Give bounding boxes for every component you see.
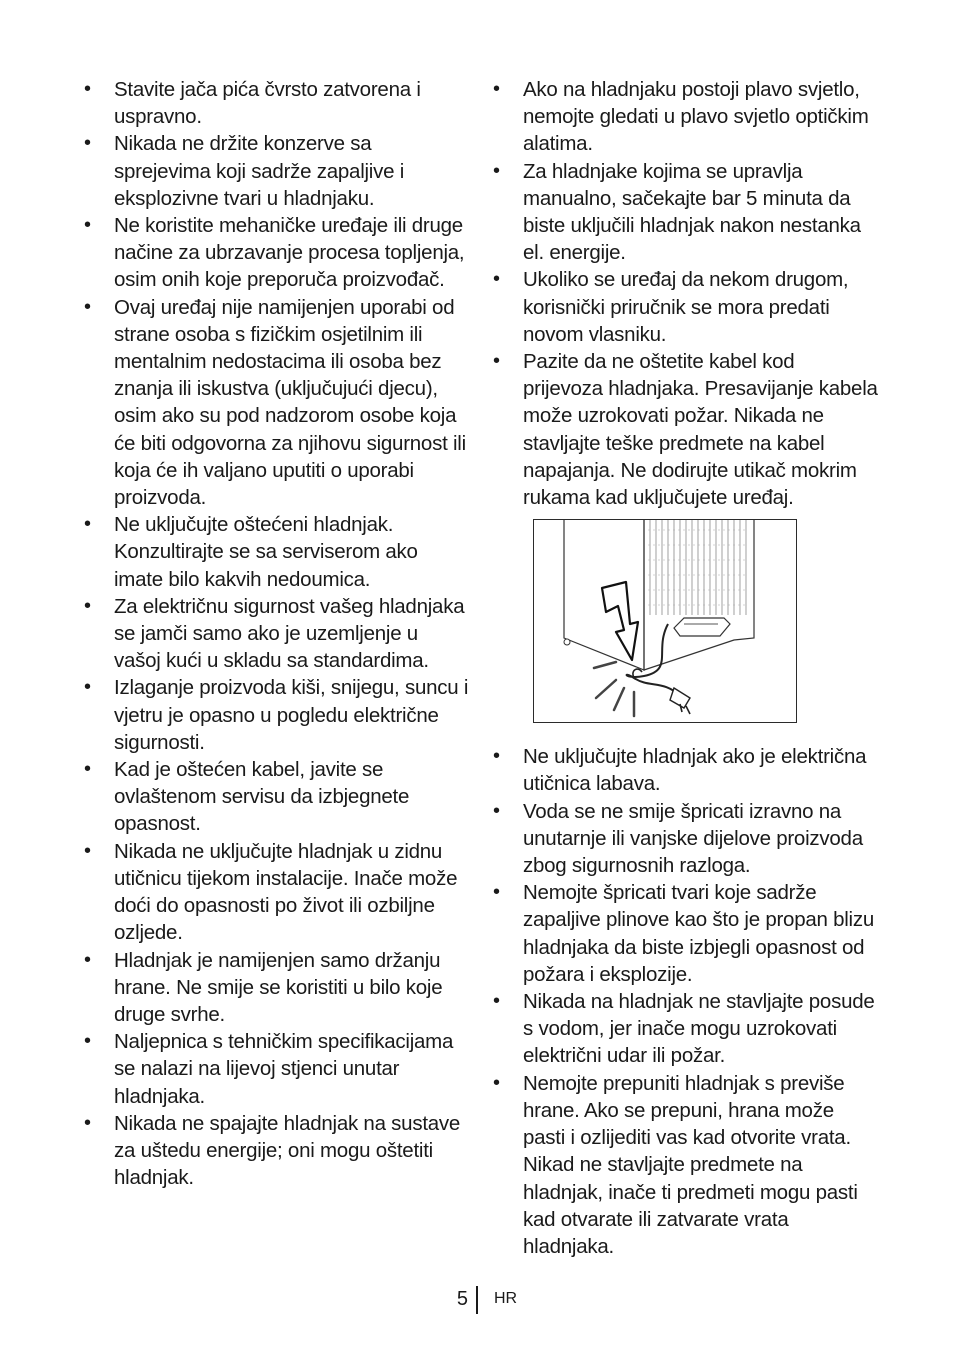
list-item-text: Nikada ne uključujte hladnjak u zidnu utičnicu tijekom instalacije. Inače može doći do opasnosti po život ili ozbiljne ozljede. bbox=[114, 839, 458, 945]
list-item-text: Za hladnjake kojima se upravlja manualno, sačekajte bar 5 minuta da biste uključili hladnjak nakon nestanka el. energije. bbox=[523, 159, 861, 265]
bullet: • bbox=[493, 159, 500, 182]
safety-list-right-top bbox=[493, 76, 878, 511]
list-item-text: Stavite jača pića čvrsto zatvorena i uspravno. bbox=[114, 78, 421, 129]
safety-list-left bbox=[84, 76, 469, 1191]
list-item bbox=[84, 511, 469, 593]
bullet: • bbox=[493, 881, 500, 904]
list-item bbox=[493, 988, 878, 1070]
bullet: • bbox=[84, 948, 91, 971]
list-item bbox=[493, 348, 878, 511]
left-column bbox=[84, 76, 469, 1191]
list-item-text: Izlaganje proizvoda kiši, snijegu, suncu i vjetru je opasno u pogledu električne sigurnosti. bbox=[114, 676, 469, 754]
list-item-text: Nemojte špricati tvari koje sadrže zapaljive plinove kao što je propan blizu hladnjaka da biste izbjegli opasnost od požara i eksplozije. bbox=[523, 881, 875, 986]
bullet: • bbox=[84, 1111, 91, 1134]
list-item-text: Ne uključujte hladnjak ako je električna utičnica labava. bbox=[523, 745, 867, 796]
list-item-text: Nikada ne držite konzerve sa sprejevima koji sadrže zapaljive i eksplozivne tvari u hladnjaku. bbox=[114, 132, 405, 210]
list-item bbox=[84, 1110, 469, 1192]
bullet: • bbox=[493, 1071, 500, 1094]
list-item-text: Ovaj uređaj nije namijenjen uporabi od strane osoba s fizičkim osjetilnim ili mentalnim nedostacima ili osoba bez znanja ili iskustva (uključujući djecu), osim ako su pod nadzorom osobe koja će biti odgovorna za njihovu sigurnost ili koja će ih valjano uputiti o uporabi proizvoda. bbox=[114, 295, 466, 510]
list-item-text: Nikada ne spajajte hladnjak na sustave za uštedu energije; oni mogu oštetiti hladnjak. bbox=[114, 1111, 461, 1190]
bullet: • bbox=[84, 758, 91, 781]
bullet: • bbox=[493, 350, 500, 373]
bullet: • bbox=[493, 990, 500, 1013]
page-number: 5 bbox=[456, 1288, 468, 1310]
list-item bbox=[84, 947, 469, 1029]
bullet: • bbox=[84, 676, 91, 699]
list-item-text: Kad je oštećen kabel, javite se ovlaštenom servisu da izbjegnete opasnost. bbox=[114, 758, 410, 836]
page-footer bbox=[0, 1286, 954, 1316]
list-item bbox=[493, 743, 878, 797]
list-item-text: Naljepnica s tehničkim specifikacijama se nalazi na lijevoj stjenci unutar hladnjaka. bbox=[114, 1030, 454, 1108]
list-item bbox=[84, 838, 469, 947]
bullet: • bbox=[493, 78, 500, 100]
list-item bbox=[493, 266, 878, 348]
list-item bbox=[84, 756, 469, 838]
list-item-text: Ne koristite mehaničke uređaje ili druge načine za ubrzavanje procesa topljenja, osim onih koje preporuča proizvođač. bbox=[114, 214, 465, 292]
list-item bbox=[84, 294, 469, 512]
footer-divider bbox=[476, 1286, 478, 1314]
bullet: • bbox=[84, 295, 91, 318]
bullet: • bbox=[84, 132, 91, 155]
list-item bbox=[493, 1070, 878, 1260]
list-item bbox=[84, 76, 469, 130]
list-item-text: Pazite da ne oštetite kabel kod prijevoza hladnjaka. Presavijanje kabela može uzrokovati požar. Nikada ne stavljajte teške predmete na kabel napajanja. Ne dodirujte utikač mokrim rukama kad uključujete uređaj. bbox=[523, 350, 878, 510]
list-item-text: Hladnjak je namijenjen samo držanju hrane. Ne smije se koristiti u bilo koje druge svrhe. bbox=[114, 948, 443, 1026]
list-item-text: Ukoliko se uređaj da nekom drugom, korisnički priručnik se mora predati novom vlasniku. bbox=[523, 268, 849, 346]
safety-list-right-bottom bbox=[493, 743, 878, 1260]
list-item bbox=[493, 879, 878, 988]
list-item bbox=[84, 130, 469, 212]
list-item-text: Ne uključujte oštećeni hladnjak. Konzultirajte se sa serviserom ako imate bilo kakvih nedoumica. bbox=[114, 513, 418, 591]
bullet: • bbox=[84, 78, 91, 100]
list-item bbox=[493, 76, 878, 158]
list-item-text: Za električnu sigurnost vašeg hladnjaka se jamči samo ako je uzemljenje u vašoj kući u skladu sa standardima. bbox=[114, 594, 465, 673]
list-item-text: Voda se ne smije špricati izravno na unutarnje ili vanjske dijelove proizvoda zbog sigurnosnih razloga. bbox=[523, 799, 863, 878]
right-column bbox=[493, 76, 878, 1260]
bullet: • bbox=[84, 594, 91, 617]
bullet: • bbox=[493, 268, 500, 291]
list-item bbox=[84, 1028, 469, 1110]
bullet: • bbox=[493, 799, 500, 822]
bullet: • bbox=[493, 745, 500, 768]
list-item-text: Ako na hladnjaku postoji plavo svjetlo, nemojte gledati u plavo svjetlo optičkim alatima. bbox=[523, 78, 869, 156]
list-item bbox=[493, 158, 878, 267]
list-item bbox=[84, 212, 469, 294]
list-item bbox=[84, 593, 469, 675]
list-item bbox=[84, 674, 469, 756]
list-item-text: Nemojte prepuniti hladnjak s previše hrane. Ako se prepuni, hrana može pasti i ozlijediti vas kad otvorite vrata. Nikad ne stavljajte predmete na hladnjak, inače ti predmeti mogu pasti kad otvarate ili zatvarate vrata hladnjaka. bbox=[523, 1071, 858, 1258]
list-item-text: Nikada na hladnjak ne stavljajte posude s vodom, jer inače mogu uzrokovati električni udar ili požar. bbox=[523, 990, 875, 1068]
bullet: • bbox=[84, 214, 91, 237]
refrigerator-cable-warning-figure bbox=[533, 519, 797, 723]
language-code: HR bbox=[494, 1290, 518, 1307]
refrigerator-cable-warning-icon bbox=[534, 520, 796, 722]
bullet: • bbox=[84, 839, 91, 862]
bullet: • bbox=[84, 513, 91, 536]
bullet: • bbox=[84, 1030, 91, 1053]
list-item bbox=[493, 798, 878, 880]
